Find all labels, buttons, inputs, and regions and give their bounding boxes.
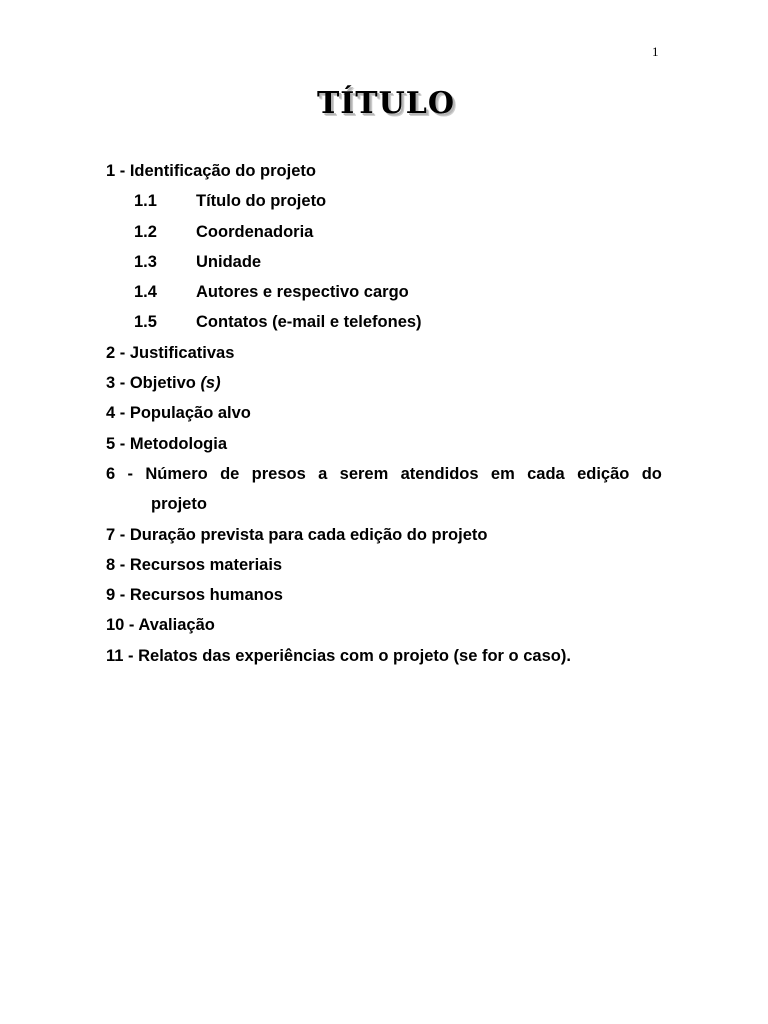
subitem-number: 1.3 <box>134 252 157 271</box>
toc-item-8: 8 - Recursos materiais <box>106 555 283 574</box>
word: cada <box>527 464 565 483</box>
toc-item-7: 7 - Duração prevista para cada edição do projeto <box>106 525 488 544</box>
subitem-text: Autores e respectivo cargo <box>196 283 409 302</box>
word: - <box>127 464 134 483</box>
word: 6 <box>106 464 116 483</box>
word: serem <box>339 464 389 483</box>
toc-subitem-1-5 <box>106 307 662 337</box>
toc-item-11: 11 - Relatos das experiências com o projeto (se for o caso). <box>106 646 571 665</box>
word: edição <box>577 464 630 483</box>
document-title: TÍTULO <box>316 86 456 121</box>
table-of-contents <box>106 156 662 671</box>
toc-item-1: 1 - Identificação do projeto <box>106 162 316 180</box>
item-suffix: (s) <box>200 374 221 393</box>
item-text: 3 - Objetivo <box>106 374 201 393</box>
toc-item-4: 4 - População alvo <box>106 404 251 423</box>
subitem-text: Título do projeto <box>196 192 327 211</box>
toc-subitem-1-4 <box>106 277 662 307</box>
toc-item-5: 5 - Metodologia <box>106 434 227 453</box>
toc-item-9: 9 - Recursos humanos <box>106 586 283 605</box>
word: em <box>490 464 515 483</box>
word: a <box>318 464 328 483</box>
word: do <box>641 464 662 483</box>
toc-subitem-1-1 <box>106 186 662 216</box>
subitem-text: Contatos (e-mail e telefones) <box>196 313 422 332</box>
subitem-number: 1.5 <box>134 313 157 332</box>
toc-item-6-continuation: projeto <box>151 495 207 514</box>
toc-subitem-1-3 <box>106 247 662 277</box>
toc-item-10: 10 - Avaliação <box>106 616 215 635</box>
toc-item-2: 2 - Justificativas <box>106 343 235 362</box>
word: presos <box>251 464 306 483</box>
subitem-number: 1.2 <box>134 222 157 241</box>
word: de <box>220 464 240 483</box>
toc-subitem-1-2 <box>106 217 662 247</box>
toc-item-6 <box>106 459 662 489</box>
subitem-number: 1.1 <box>134 192 157 211</box>
subitem-text: Unidade <box>196 252 262 271</box>
subitem-number: 1.4 <box>134 283 157 302</box>
word: Número <box>145 464 208 483</box>
subitem-text: Coordenadoria <box>196 222 314 241</box>
word: atendidos <box>400 464 479 483</box>
page-number: 1 <box>652 44 659 59</box>
toc-item-3 <box>106 368 662 398</box>
